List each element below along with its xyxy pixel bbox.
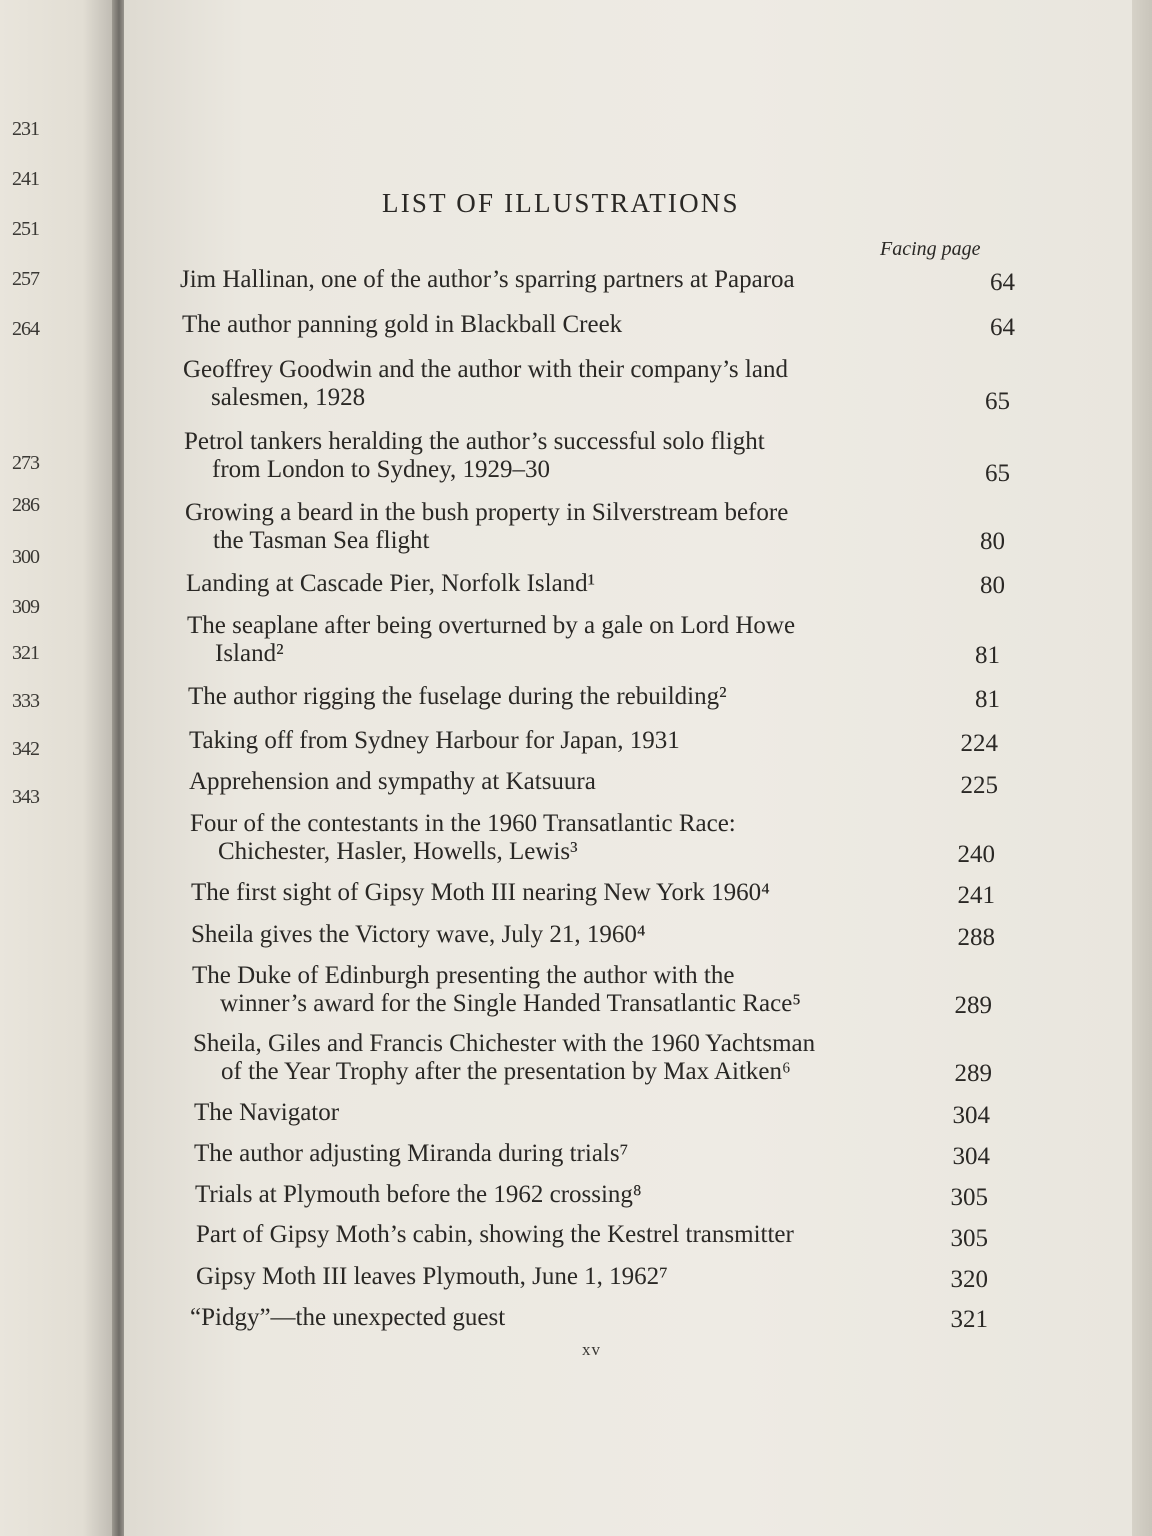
illustration-caption-line: The Duke of Edinburgh presenting the author with the [192,962,735,989]
illustration-caption-line: Jim Hallinan, one of the author’s sparring partners at Paparoa [180,266,795,293]
facing-page-number: 288 [957,924,995,951]
illustration-caption-line: Chichester, Hasler, Howells, Lewis³ [218,838,578,865]
left-page-number: 321 [12,642,39,664]
left-page-number: 300 [12,546,39,568]
illustration-caption-line: The author panning gold in Blackball Creek [182,311,623,338]
facing-page-number: 65 [985,460,1010,487]
illustration-entry [188,683,727,711]
facing-page-number: 305 [950,1225,988,1252]
left-page-number: 309 [12,596,39,618]
facing-page-number: 224 [960,730,998,757]
illustration-entry [183,356,788,412]
illustration-entry [190,1304,505,1332]
illustration-caption-line: salesmen, 1928 [211,384,366,411]
illustration-caption-line: “Pidgy”—the unexpected guest [190,1304,506,1331]
facing-page-number: 81 [975,642,1000,669]
left-page-number: 273 [12,452,39,474]
facing-page-number: 240 [957,841,995,868]
facing-page-number: 80 [980,572,1005,599]
left-page-number: 257 [12,268,39,290]
illustration-entry [193,1030,815,1086]
facing-page-number: 81 [975,686,1000,713]
illustration-entry [191,879,770,907]
illustration-caption-line: Petrol tankers heralding the author’s successful solo flight [184,428,765,455]
illustration-caption-line: The first sight of Gipsy Moth III nearing New York 1960⁴ [191,879,770,906]
left-page-number: 333 [12,690,39,712]
illustration-caption-line: from London to Sydney, 1929–30 [212,456,550,483]
illustration-caption-line: The Navigator [194,1099,340,1126]
illustration-caption-line: The author adjusting Miranda during trials⁷ [194,1140,629,1167]
left-page-number: 343 [12,786,39,808]
facing-page-number: 64 [990,269,1015,296]
facing-page-number: 241 [957,882,995,909]
illustration-entry [187,612,795,668]
folio: xv [582,1340,601,1359]
left-page-number: 231 [12,118,39,140]
facing-page-number: 65 [985,388,1010,415]
facing-page-number: 289 [954,992,992,1019]
page-edge [1132,0,1152,1536]
page-title: LIST OF ILLUSTRATIONS [382,188,740,218]
illustration-caption-line: The seaplane after being overturned by a gale on Lord Howe [187,612,796,639]
illustration-caption-line: Part of Gipsy Moth’s cabin, showing the Kestrel transmitter [196,1221,794,1248]
illustration-entry [195,1181,642,1209]
illustration-caption-line: Geoffrey Goodwin and the author with their company’s land [183,356,788,383]
illustration-entry [196,1263,668,1291]
illustration-caption-line: The author rigging the fuselage during the rebuilding² [188,683,727,710]
facing-page-number: 64 [990,314,1015,341]
illustration-entry [196,1221,794,1249]
facing-page-number: 289 [954,1060,992,1087]
illustration-entry [185,499,788,555]
facing-page-number: 320 [950,1266,988,1293]
illustration-entry [184,428,765,484]
left-page-number: 241 [12,168,39,190]
left-page-number: 342 [12,738,39,760]
illustration-caption-line: Growing a beard in the bush property in Silverstream before [185,499,789,526]
facing-page-number: 304 [952,1102,990,1129]
facing-page-number: 80 [980,528,1005,555]
left-page [0,0,118,1536]
illustration-caption-line: Four of the contestants in the 1960 Transatlantic Race: [190,810,736,837]
left-page-number: 264 [12,318,39,340]
illustration-caption-line: Apprehension and sympathy at Katsuura [189,768,596,795]
illustration-caption-line: Sheila, Giles and Francis Chichester with the 1960 Yachtsman [193,1030,816,1057]
illustration-entry [194,1140,628,1168]
facing-page-number: 304 [952,1143,990,1170]
illustration-caption-line: Trials at Plymouth before the 1962 crossing⁸ [195,1181,642,1208]
illustration-caption-line: Gipsy Moth III leaves Plymouth, June 1, 1962⁷ [196,1263,668,1290]
facing-page-number: 305 [950,1184,988,1211]
illustration-caption-line: Landing at Cascade Pier, Norfolk Island¹ [186,570,596,597]
illustration-caption-line: winner’s award for the Single Handed Transatlantic Race⁵ [220,990,802,1017]
illustration-entry [189,727,680,755]
left-page-number: 251 [12,218,39,240]
illustration-caption-line: Sheila gives the Victory wave, July 21, 1960⁴ [191,921,646,948]
left-page-number: 286 [12,494,39,516]
illustration-entry [191,921,646,949]
illustration-entry [182,311,622,339]
illustration-entry [186,570,595,598]
illustration-entry [194,1099,339,1127]
illustration-caption-line: of the Year Trophy after the presentation by Max Aitken⁶ [221,1058,791,1085]
illustration-entry [189,768,596,796]
column-header-facing-page: Facing page [880,238,981,260]
facing-page-number: 225 [960,772,998,799]
illustration-entry [190,810,736,866]
facing-page-number: 321 [950,1306,988,1333]
illustration-caption-line: Island² [215,640,284,667]
illustration-entry [180,266,795,294]
illustration-entry [192,962,801,1018]
illustration-caption-line: Taking off from Sydney Harbour for Japan, 1931 [189,727,680,754]
illustration-caption-line: the Tasman Sea flight [213,527,430,554]
